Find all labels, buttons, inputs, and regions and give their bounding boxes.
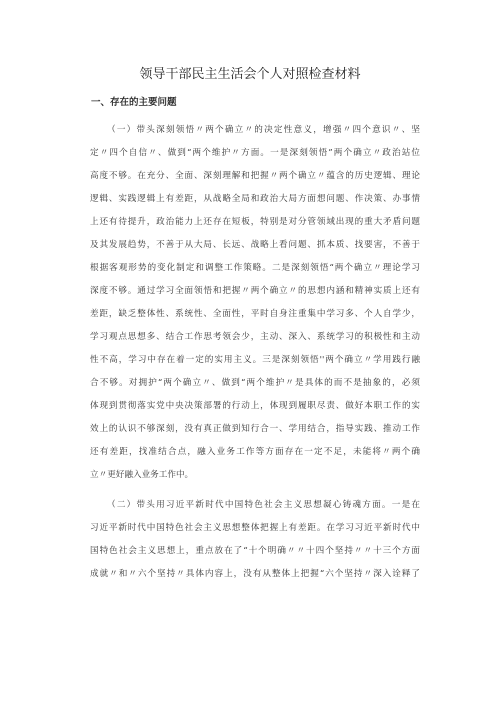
paragraph-line: 成就〃和〃六个坚持〃具体内容上，没有从整体上把握“六个坚持〃深入诠释了 [90, 569, 420, 579]
paragraph-line: 效上的认识不够深刻，没有真正做到知行合一、学用结合，指导实践、推动工作 [90, 424, 420, 434]
paragraph-line: （二）带头用习近平新时代中国特色社会主义思想凝心铸魂方面。一是在 [107, 500, 420, 510]
paragraph-line: 深度不够。通过学习全面领悟和把握〃两个确立〃的思想内涵和精神实质上还有 [90, 286, 420, 296]
paragraph-line: 还有差距，找准结合点，融入业务工作等方面存在一定不足，未能将〃两个确 [90, 447, 420, 457]
paragraph-line: 逻辑、实践逻辑上有差距，从战略全局和政治大局方面想问题、作决策、办事情 [90, 194, 420, 204]
paragraph-line: 习近平新时代中国特色社会主义思想整体把握上有差距。在学习习近平新时代中 [90, 523, 420, 533]
paragraph-line: 性不高，学习中存在着一定的实用主义。三是深刻领悟''两个确立〃学用践行融 [90, 355, 420, 365]
section-heading: 一、存在的主要问题 [91, 97, 177, 108]
page-title: 领导干部民主生活会个人对照检查材料 [139, 67, 361, 82]
paragraph-line: 高度不够。在充分、全面、深刻理解和把握〃两个确立〃蕴含的历史逻辑、理论 [90, 171, 420, 181]
paragraph-line: 体现到贯彻落实党中央决策部署的行动上，体现到履职尽责、做好本职工作的实 [90, 401, 420, 411]
paragraph-line: 差距，缺乏整体性、系统性、全面性，平时自身注重集中学习多、个人自学少， [90, 309, 420, 319]
paragraph-line: 定〃四个自信〃、做到“两个维护〃方面。一是深刻领悟”两个确立〃政治站位 [90, 148, 420, 158]
paragraph-line: （一）带头深刻领悟〃两个确立〃的决定性意义，增强〃四个意识〃、坚 [107, 125, 420, 135]
paragraph-line: 国特色社会主义思想上，重点放在了“十个明确〃〃十四个坚持〃〃十三个方面 [90, 546, 420, 556]
paragraph-line: 根据客观形势的变化制定和调整工作策略。二是深刻领悟“两个确立〃理论学习 [90, 263, 420, 273]
paragraph-line: 立〃更好融入业务工作中。 [90, 470, 194, 480]
paragraph-line: 及其发展趋势，不善于从大局、长远、战略上看问题、抓本质、找要害，不善于 [90, 240, 420, 250]
paragraph-line: 上还有待提升，政治能力上还存在短板，特别是对分管领域出现的重大矛盾问题 [90, 217, 420, 227]
paragraph-line: 学习观点思想多、结合工作思考领会少，主动、深入、系统学习的积极性和主动 [90, 332, 420, 342]
paragraph-line: 合不够。对拥护“两个确立〃、做到“两个维护〃是具体的而不是抽象的，必须 [90, 378, 420, 388]
